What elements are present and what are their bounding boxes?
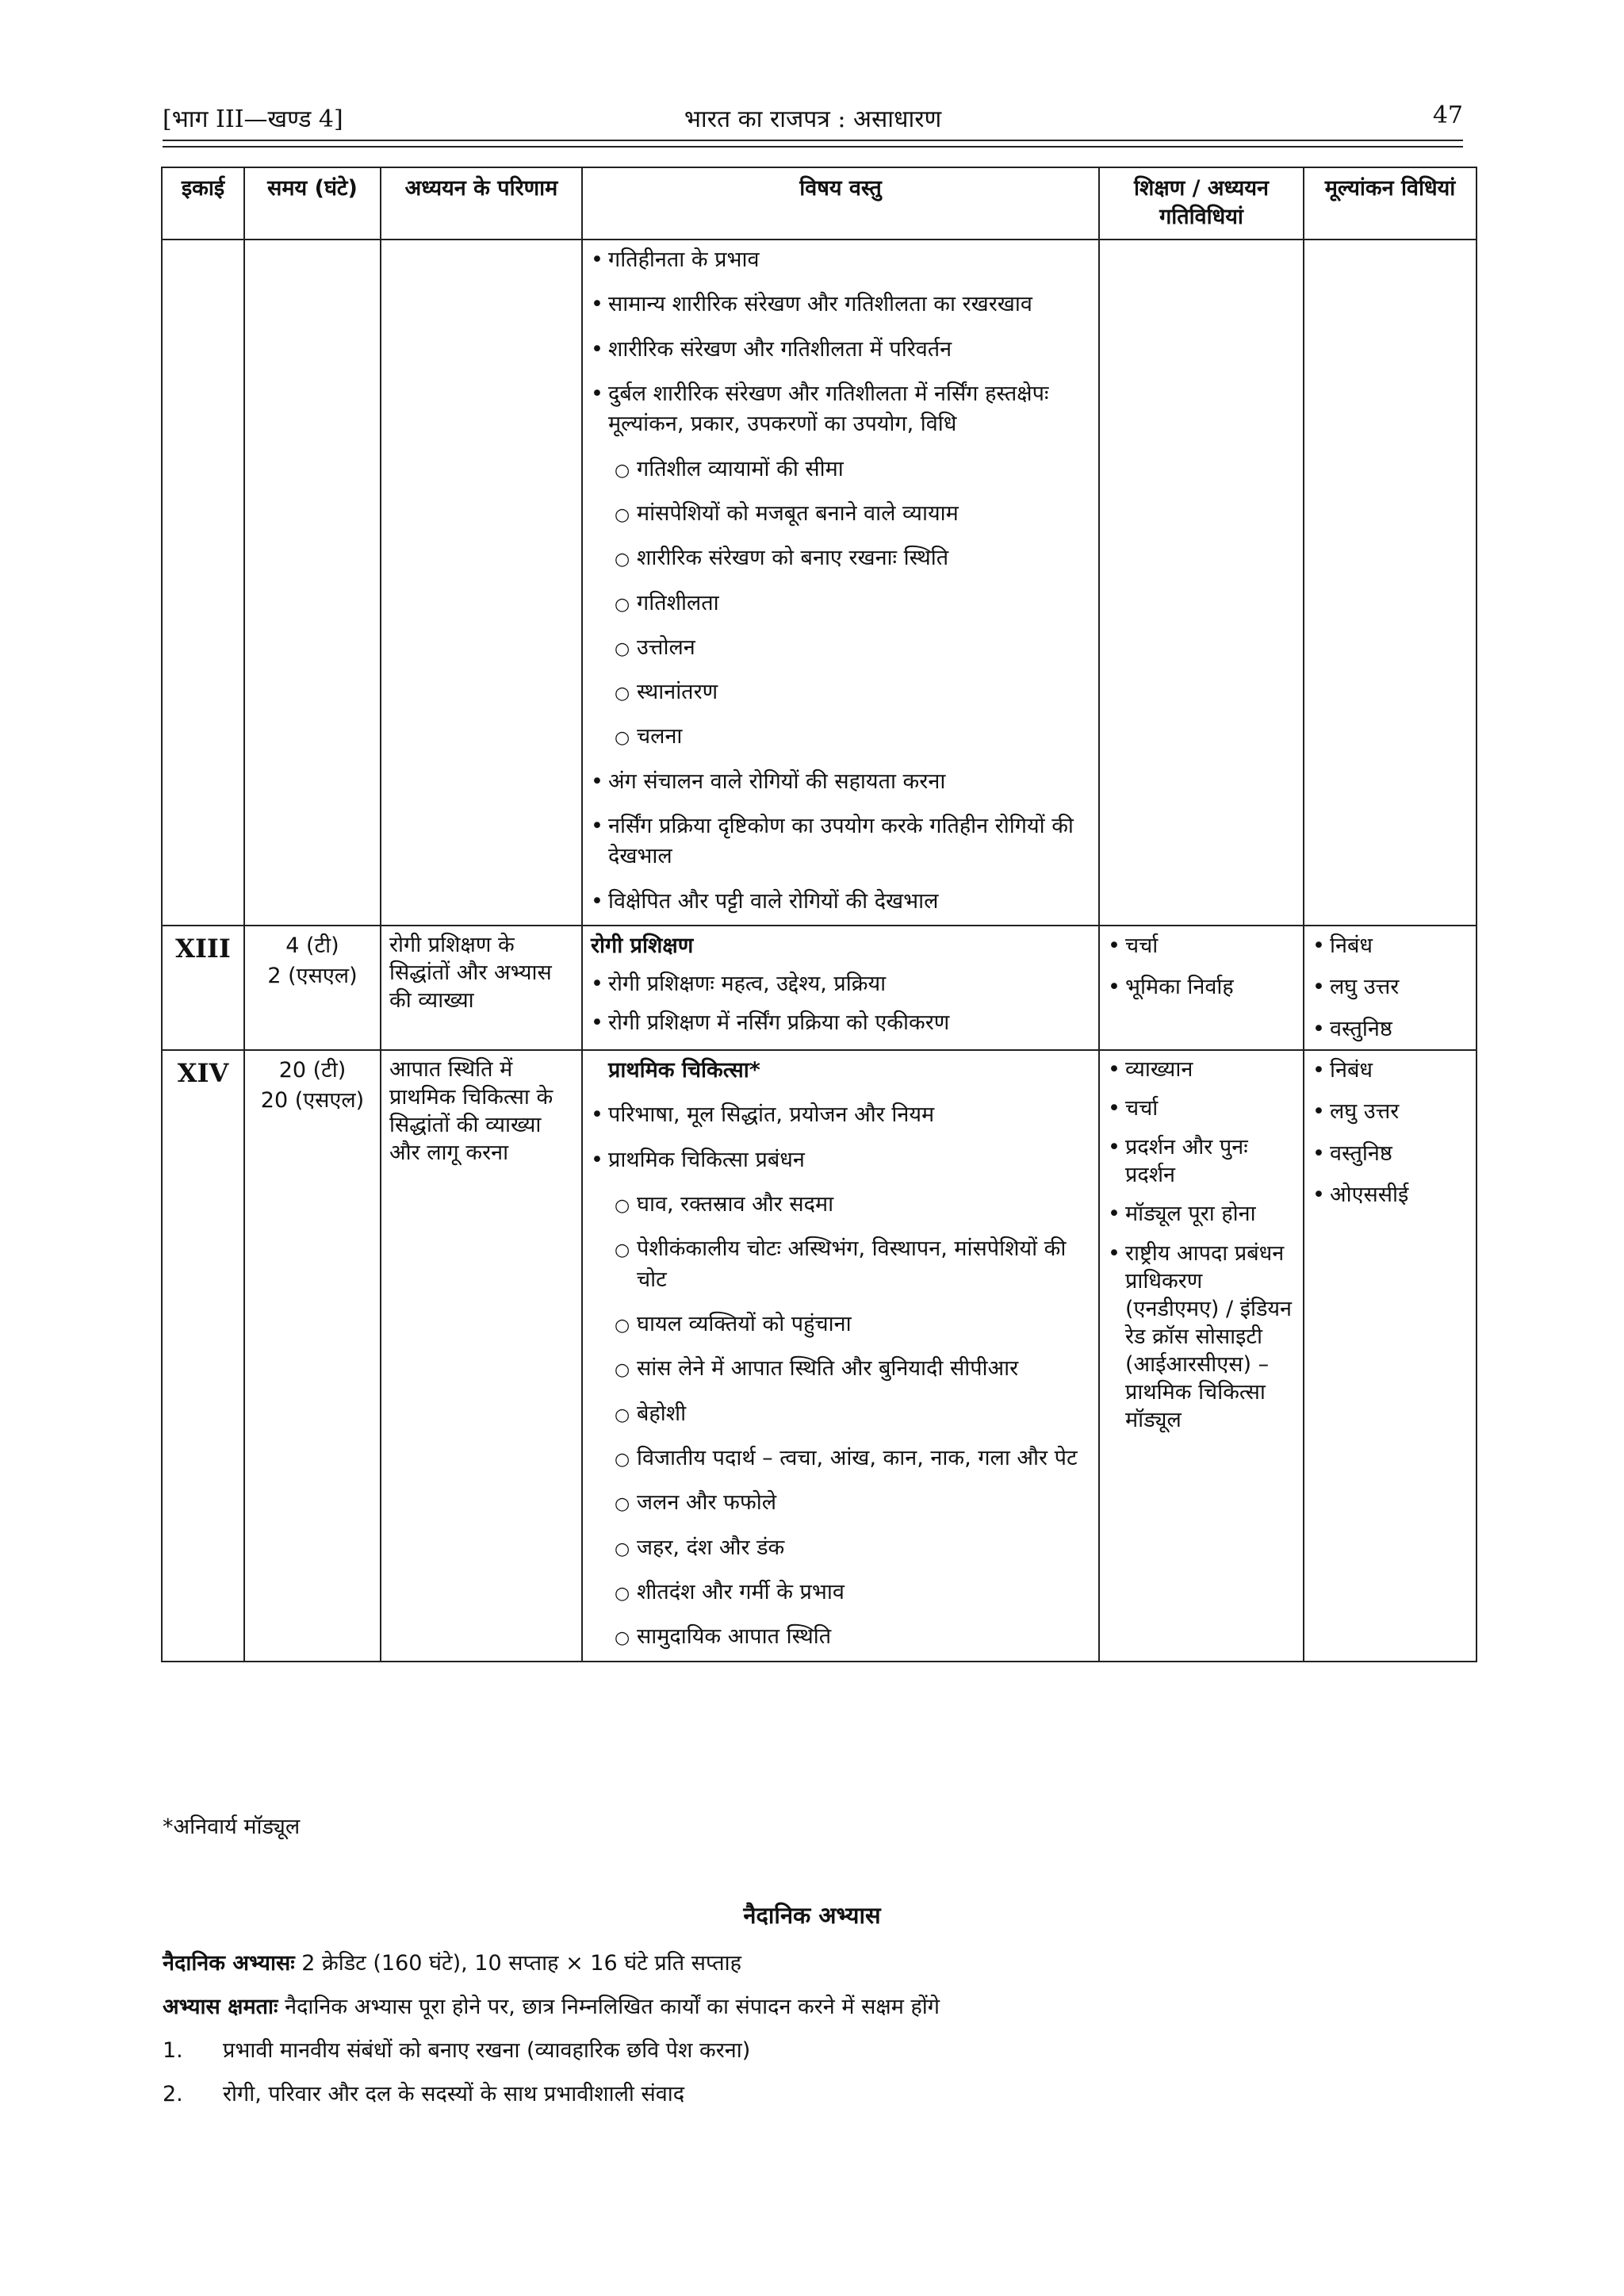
skill-lab-hours: 20 (एसएल) <box>260 1088 365 1114</box>
list-item: • भूमिका निर्वाह <box>1108 972 1295 1002</box>
competency-text: नैदानिक अभ्यास पूरा होने पर, छात्र निम्नलिखित कार्यों का संपादन करने में सक्षम होंगे <box>278 1995 940 2019</box>
table-row <box>162 240 1477 926</box>
gazette-part-label: [भाग III—खण्ड 4] <box>163 105 343 133</box>
page-number: 47 <box>1432 102 1463 129</box>
outcome-cell <box>381 240 582 926</box>
time-cell <box>244 240 381 926</box>
outcome-cell: आपात स्थिति में प्राथमिक चिकित्सा के सिद्धांतों की व्याख्या और लागू करना <box>381 1050 582 1662</box>
numbered-item <box>163 2034 750 2064</box>
activities-list <box>1108 1056 1295 1434</box>
list-item: • रोगी प्रशिक्षणः महत्व, उद्देश्य, प्रक्रिया <box>591 969 1090 999</box>
unit-cell <box>162 240 244 926</box>
section-title: नैदानिक अभ्यास <box>743 1902 881 1929</box>
list-item: • राष्ट्रीय आपदा प्रबंधन प्राधिकरण (एनडीएमए) / इंडियन रेड क्रॉस सोसाइटी (आईआरसीएस) – प्राथमिक चिकित्सा मॉड्यूल <box>1108 1240 1295 1435</box>
list-item: • ओएससीई <box>1312 1180 1468 1210</box>
list-subitem: ○ चलना <box>591 722 1090 752</box>
header-rule-double <box>163 146 1463 148</box>
list-item: • शारीरिक संरेखण और गतिशीलता में परिवर्तन <box>591 335 1090 365</box>
list-subitem: ○ जहर, दंश और डंक <box>591 1533 1090 1563</box>
list-item: • लघु उत्तर <box>1312 972 1468 1002</box>
list-item: • वस्तुनिष्ठ <box>1312 1139 1468 1169</box>
item-number: 1. <box>163 2038 183 2063</box>
content-list <box>591 1056 1090 1653</box>
list-subitem: ○ सामुदायिक आपात स्थिति <box>591 1622 1090 1652</box>
list-item: • चर्चा <box>1108 931 1295 961</box>
evaluation-cell <box>1304 1050 1477 1662</box>
list-subitem: ○ उत्तोलन <box>591 633 1090 663</box>
content-cell <box>582 240 1099 926</box>
table-header-row <box>162 167 1477 240</box>
list-item: • चर्चा <box>1108 1094 1295 1122</box>
activities-list <box>1108 931 1295 1003</box>
table-row-unit-xiii <box>162 926 1477 1050</box>
list-item: • दुर्बल शारीरिक संरेखण और गतिशीलता में नर्सिंग हस्तक्षेपः मूल्यांकन, प्रकार, उपकरणों का उपयोग, विधि <box>591 379 1090 440</box>
list-subitem: ○ घाव, रक्तस्राव और सदमा <box>591 1190 1090 1220</box>
list-item: • परिभाषा, मूल सिद्धांत, प्रयोजन और नियम <box>591 1100 1090 1130</box>
column-header-time: समय (घंटे) <box>244 167 381 240</box>
gazette-title: भारत का राजपत्र : असाधारण <box>684 105 942 133</box>
list-subitem: ○ शारीरिक संरेखण को बनाए रखनाः स्थिति <box>591 543 1090 573</box>
content-heading: प्राथमिक चिकित्सा* <box>608 1058 760 1083</box>
list-item: • नर्सिंग प्रक्रिया दृष्टिकोण का उपयोग करके गतिहीन रोगियों की देखभाल <box>591 811 1090 872</box>
evaluation-list <box>1312 931 1468 1045</box>
list-subitem: ○ मांसपेशियों को मजबूत बनाने वाले व्यायाम <box>591 499 1090 529</box>
competency-line <box>163 1991 940 2020</box>
list-item: • मॉड्यूल पूरा होना <box>1108 1200 1295 1228</box>
evaluation-list <box>1312 1056 1468 1210</box>
time-cell <box>244 926 381 1050</box>
content-cell <box>582 1050 1099 1662</box>
list-subitem: ○ स्थानांतरण <box>591 677 1090 707</box>
content-cell <box>582 926 1099 1050</box>
list-item: • विक्षेपित और पट्टी वाले रोगियों की देखभाल <box>591 887 1090 917</box>
list-item: • सामान्य शारीरिक संरेखण और गतिशीलता का रखरखाव <box>591 289 1090 320</box>
outcome-cell: रोगी प्रशिक्षण के सिद्धांतों और अभ्यास की व्याख्या <box>381 926 582 1050</box>
footnote: *अनिवार्य मॉड्यूल <box>163 1815 301 1839</box>
numbered-item <box>163 2078 684 2107</box>
column-header-outcomes: अध्ययन के परिणाम <box>381 167 582 240</box>
list-item: • व्याख्यान <box>1108 1056 1295 1083</box>
list-item: • रोगी प्रशिक्षण में नर्सिंग प्रक्रिया को एकीकरण <box>591 1008 1090 1038</box>
content-heading: रोगी प्रशिक्षण <box>591 933 694 959</box>
clinical-practice-line <box>163 1947 741 1976</box>
activities-cell <box>1099 1050 1304 1662</box>
list-item: • गतिहीनता के प्रभाव <box>591 245 1090 275</box>
evaluation-cell <box>1304 240 1477 926</box>
theory-hours: 20 (टी) <box>278 1058 347 1083</box>
clinical-practice-text: 2 क्रेडिट (160 घंटे), 10 सप्ताह × 16 घंटे प्रति सप्ताह <box>294 1951 741 1976</box>
list-subitem: ○ जलन और फफोले <box>591 1488 1090 1518</box>
list-subitem: ○ विजातीय पदार्थ – त्वचा, आंख, कान, नाक, गला और पेट <box>591 1443 1090 1474</box>
curriculum-table <box>161 167 1477 1662</box>
list-item: • वस्तुनिष्ठ <box>1312 1014 1468 1045</box>
activities-cell <box>1099 240 1304 926</box>
table-row-unit-xiv <box>162 1050 1477 1662</box>
item-text: रोगी, परिवार और दल के सदस्यों के साथ प्रभावीशाली संवाद <box>223 2082 685 2106</box>
list-subitem: ○ बेहोशी <box>591 1399 1090 1429</box>
list-subitem: ○ पेशीकंकालीय चोटः अस्थिभंग, विस्थापन, मांसपेशियों की चोट <box>591 1234 1090 1295</box>
list-subitem: ○ घायल व्यक्तियों को पहुंचाना <box>591 1309 1090 1340</box>
item-text: प्रभावी मानवीय संबंधों को बनाए रखना (व्यावहारिक छवि पेश करना) <box>223 2038 751 2063</box>
list-subitem: ○ गतिशील व्यायामों की सीमा <box>591 454 1090 485</box>
unit-cell: XIV <box>162 1050 244 1662</box>
list-item: • प्रदर्शन और पुनः प्रदर्शन <box>1108 1133 1295 1189</box>
list-subitem: ○ सांस लेने में आपात स्थिति और बुनियादी सीपीआर <box>591 1354 1090 1384</box>
column-header-evaluation: मूल्यांकन विधियां <box>1304 167 1477 240</box>
skill-lab-hours: 2 (एसएल) <box>267 964 358 989</box>
content-list <box>591 245 1090 917</box>
list-subitem: ○ शीतदंश और गर्मी के प्रभाव <box>591 1577 1090 1608</box>
header-rule <box>163 140 1463 141</box>
competency-label: अभ्यास क्षमताः <box>163 1995 278 2019</box>
list-item: • अंग संचालन वाले रोगियों की सहायता करना <box>591 767 1090 797</box>
list-subitem: ○ गतिशीलता <box>591 588 1090 619</box>
column-header-content: विषय वस्तु <box>582 167 1099 240</box>
column-header-unit: इकाई <box>162 167 244 240</box>
evaluation-cell <box>1304 926 1477 1050</box>
column-header-activities: शिक्षण / अध्ययन गतिविधियां <box>1099 167 1304 240</box>
content-list <box>591 931 1090 1038</box>
item-number: 2. <box>163 2082 183 2106</box>
unit-cell: XIII <box>162 926 244 1050</box>
time-cell <box>244 1050 381 1662</box>
activities-cell <box>1099 926 1304 1050</box>
list-item: • निबंध <box>1312 931 1468 961</box>
list-item: • निबंध <box>1312 1056 1468 1086</box>
list-item: • प्राथमिक चिकित्सा प्रबंधन <box>591 1145 1090 1175</box>
page-header <box>163 102 1463 136</box>
theory-hours: 4 (टी) <box>285 933 339 959</box>
list-item: • लघु उत्तर <box>1312 1097 1468 1127</box>
clinical-practice-label: नैदानिक अभ्यासः <box>163 1951 295 1976</box>
